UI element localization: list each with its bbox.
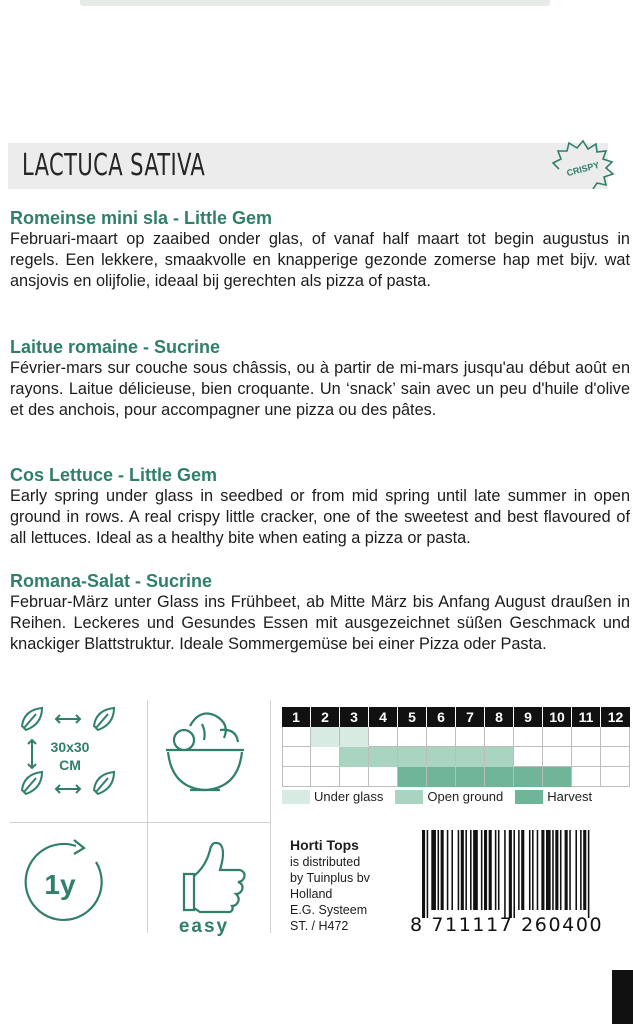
distributor-line: Holland [290, 887, 333, 901]
top-decoration-bar [80, 0, 550, 6]
legend-label: Under glass [314, 789, 384, 804]
badge-text: CRISPY [565, 159, 601, 179]
spacing-label: 30x30 [50, 739, 90, 755]
brand-name: Horti Tops [290, 837, 359, 853]
annual-plant-icon [14, 832, 114, 932]
month-header-1: 1 [282, 707, 311, 727]
calendar-month-header [282, 707, 630, 727]
month-header-11: 11 [572, 707, 601, 727]
distributor-line: by Tuinplus bv [290, 871, 370, 885]
month-header-6: 6 [427, 707, 456, 727]
month-header-5: 5 [398, 707, 427, 727]
section-french [10, 337, 630, 421]
section-text: Février-mars sur couche sous châssis, ou à partir de mi-mars jusqu'au début août en rayons. Laitue délicieuse, bien croquante. Un ‘snack’ sain avec un peu d'huile d'olive et des anchois, pour accompagner une pizza ou des pâtes. [10, 359, 630, 419]
legend-swatch [395, 790, 423, 804]
legend-label: Harvest [547, 789, 593, 804]
divider-vertical [147, 700, 148, 933]
section-english [10, 465, 630, 549]
month-header-10: 10 [543, 707, 572, 727]
month-header-9: 9 [514, 707, 543, 727]
thumbs-up-icon [170, 836, 250, 936]
legend-item-harvest [515, 789, 592, 804]
distributor-line: E.G. Systeem [290, 903, 368, 917]
month-header-3: 3 [340, 707, 369, 727]
lifespan-label: 1y [44, 869, 76, 900]
barcode-icon [410, 830, 624, 918]
calendar-legend [282, 789, 604, 804]
section-text: Februari-maart op zaaibed onder glas, of vanaf half maart tot begin augustus in regels. Een lekkere, smaakvolle en knapperige gezonde zomerse hap met bijv. wat ansjovis en olijfolie, ideaal bij gerechten als pizza of pasta. [10, 230, 630, 290]
section-title: Laitue romaine - Sucrine [10, 337, 221, 357]
difficulty-label: easy [178, 916, 230, 936]
sowing-calendar [282, 707, 630, 787]
spacing-unit: CM [59, 757, 81, 773]
month-header-7: 7 [456, 707, 485, 727]
section-title: Romana-Salat - Sucrine [10, 571, 213, 591]
barcode-number: 8 711117 260400 [410, 914, 604, 936]
calendar-row-open-ground [282, 747, 630, 767]
section-title: Romeinse mini sla - Little Gem [10, 208, 273, 228]
section-german [10, 571, 630, 655]
month-header-12: 12 [601, 707, 630, 727]
distributor-info [290, 836, 370, 934]
divider-vertical [270, 700, 271, 933]
corner-mark [612, 970, 633, 1024]
legend-label: Open ground [427, 789, 504, 804]
month-header-8: 8 [485, 707, 514, 727]
month-header-4: 4 [369, 707, 398, 727]
section-text: Early spring under glass in seedbed or from mid spring until late summer in open ground in rows. A real crispy little cracker, one of the sweetest and best flavoured of all lettuces. Ideal as a healthy bite when eating a pizza or pasta. [10, 487, 630, 547]
crispy-badge-icon [549, 139, 619, 189]
salad-bowl-icon [160, 706, 250, 804]
legend-swatch [282, 790, 310, 804]
plant-spacing-icon [14, 704, 126, 804]
legend-item-open-ground [395, 789, 503, 804]
distributor-line: is distributed [290, 855, 361, 869]
calendar-row-under-glass [282, 727, 630, 747]
section-dutch [10, 208, 630, 292]
legend-item-under-glass [282, 789, 383, 804]
distributor-line: ST. / H472 [290, 919, 349, 933]
latin-name: LACTUCA SATIVA [22, 148, 206, 183]
section-title: Cos Lettuce - Little Gem [10, 465, 218, 485]
section-text: Februar-März unter Glass ins Frühbeet, ab Mitte März bis Anfang August draußen in Reihen. Leckeres und Gesundes Essen mit ausgezeichnet süßen Geschmack und knackiger Blattstruktur. Ideale Sommergemüse bei einer Pizza oder Pasta. [10, 593, 630, 653]
legend-swatch [515, 790, 543, 804]
calendar-row-harvest [282, 767, 630, 787]
divider-horizontal [10, 822, 270, 823]
month-header-2: 2 [311, 707, 340, 727]
